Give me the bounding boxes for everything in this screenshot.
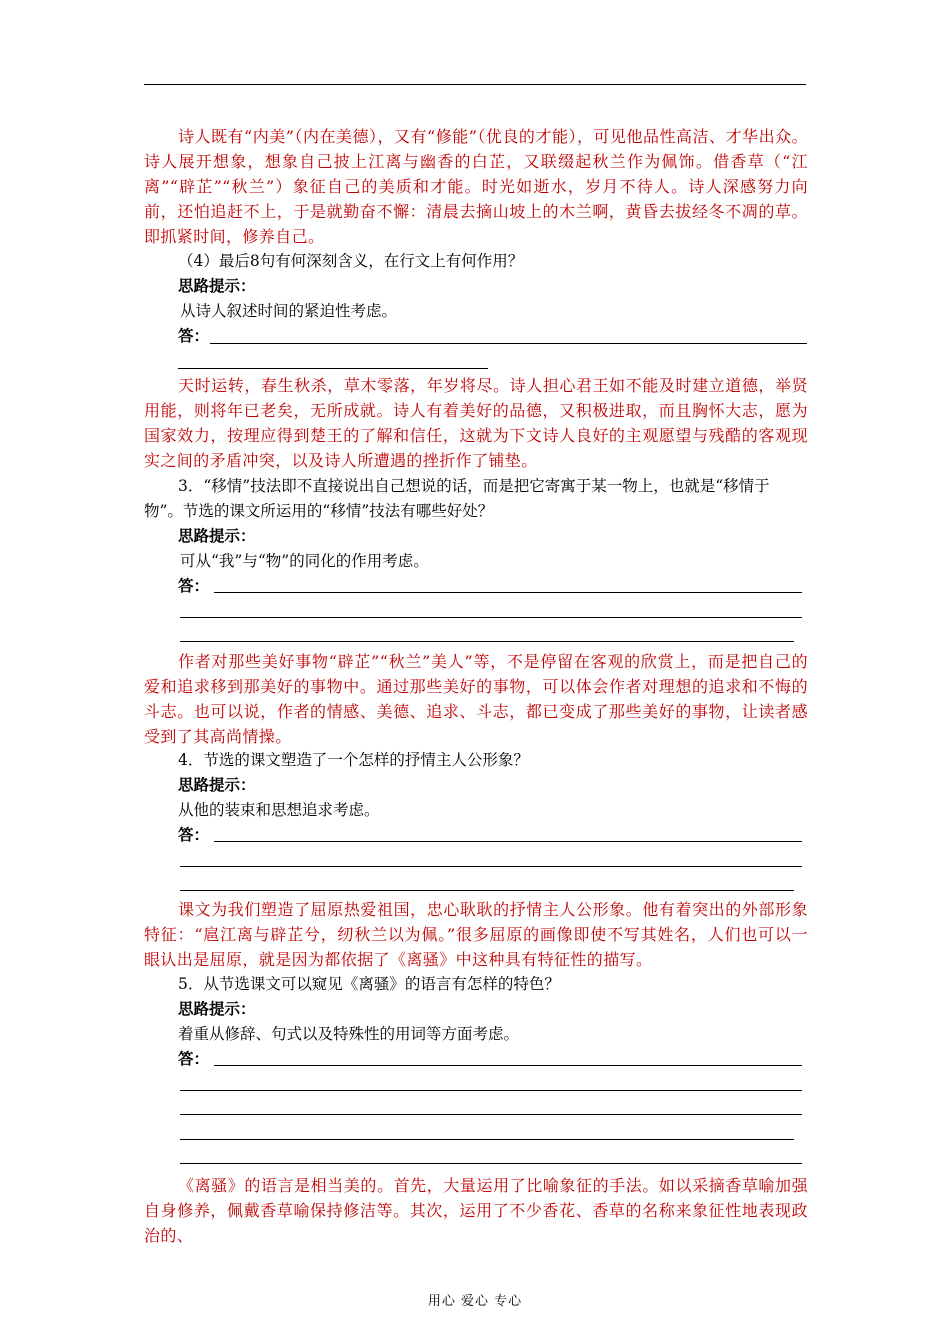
answer-line xyxy=(180,1114,802,1115)
answer-label: 答： xyxy=(178,826,210,844)
question-3: 3．“移情”技法即不直接说出自己想说的话，而是把它寄寓于某一物上，也就是“移情于物”。节选的课文所运用的“移情”技法有哪些好处？ xyxy=(144,477,770,520)
answer-line xyxy=(214,841,802,842)
answer-line xyxy=(214,592,802,593)
answer-line xyxy=(180,1163,802,1164)
hint-label: 思路提示： xyxy=(178,1000,256,1018)
hint-text: 从他的装束和思想追求考虑。 xyxy=(178,801,380,819)
answer-line xyxy=(180,890,794,891)
question-sub-4: （4）最后8句有何深刻含义，在行文上有何作用？ xyxy=(178,252,524,270)
hint-text: 着重从修辞、句式以及特殊性的用词等方面考虑。 xyxy=(178,1025,520,1043)
answer-text-3: 作者对那些美好事物“辟芷”“秋兰”美人”等，不是停留在客观的欣赏上，而是把自己的爱和追求移到那美好的事物中。通过那些美好的事物，可以体会作者对理想的追求和不悔的斗志。也可以说，作者的情感、美德、追求、斗志，都已变成了那些美好的事物，让读者感受到了其高尚情操。 xyxy=(144,652,808,746)
answer-text-4: 课文为我们塑造了屈原热爱祖国，忠心耿耿的抒情主人公形象。他有着突出的外部形象特征：“扈江离与辟芷兮，纫秋兰以为佩。”很多屈原的画像即使不写其姓名，人们也可以一眼认出是屈原，就是因为都依据了《离骚》中这种具有特征性的描写。 xyxy=(144,900,808,969)
answer-line xyxy=(180,1090,802,1091)
answer-line xyxy=(180,1139,794,1140)
answer-line xyxy=(178,368,488,369)
answer-line xyxy=(210,343,807,344)
hint-text: 从诗人叙述时间的紧迫性考虑。 xyxy=(180,302,398,320)
hint-label: 思路提示： xyxy=(178,776,256,794)
page-footer: 用心 爱心 专心 xyxy=(427,1294,523,1309)
hint-label: 思路提示： xyxy=(178,277,256,295)
answer-line xyxy=(180,617,802,618)
question-4: 4．节选的课文塑造了一个怎样的抒情主人公形象？ xyxy=(178,751,529,769)
answer-line xyxy=(180,641,794,642)
answer-line xyxy=(214,1065,802,1066)
answer-text-1: 诗人既有“内美”（内在美德），又有“修能”（优良的才能），可见他品性高洁、才华出众。诗人展开想象，想象自己披上江离与幽香的白芷，又联缀起秋兰作为佩饰。借香草（“江离”“辟芷”“秋兰”）象征自己的美质和才能。时光如逝水，岁月不待人。诗人深感努力向前，还怕追赶不上，于是就勤奋不懈：清晨去摘山坡上的木兰啊，黄昏去拔经冬不凋的草。即抓紧时间，修养自己。 xyxy=(144,127,808,246)
answer-line xyxy=(180,866,802,867)
question-5: 5．从节选课文可以窥见《离骚》的语言有怎样的特色？ xyxy=(178,975,560,993)
answer-label: 答： xyxy=(178,577,210,595)
hint-label: 思路提示： xyxy=(178,527,256,545)
answer-text-5: 《离骚》的语言是相当美的。首先，大量运用了比喻象征的手法。如以采摘香草喻加强自身修养，佩戴香草喻保持修洁等。其次，运用了不少香花、香草的名称来象征性地表现政治的、 xyxy=(144,1176,808,1245)
answer-label: 答： xyxy=(178,1050,210,1068)
header-rule xyxy=(144,84,806,85)
answer-text-2: 天时运转，春生秋杀，草木零落，年岁将尽。诗人担心君王如不能及时建立道德，举贤用能，则将年已老矣，无所成就。诗人有着美好的品德，又积极进取，而且胸怀大志，愿为国家效力，按理应得到楚王的了解和信任，这就为下文诗人良好的主观愿望与残酷的客观现实之间的矛盾冲突，以及诗人所遭遇的挫折作了铺垫。 xyxy=(144,376,808,470)
hint-text: 可从“我”与“物”的同化的作用考虑。 xyxy=(180,552,429,570)
answer-label: 答： xyxy=(178,327,210,345)
